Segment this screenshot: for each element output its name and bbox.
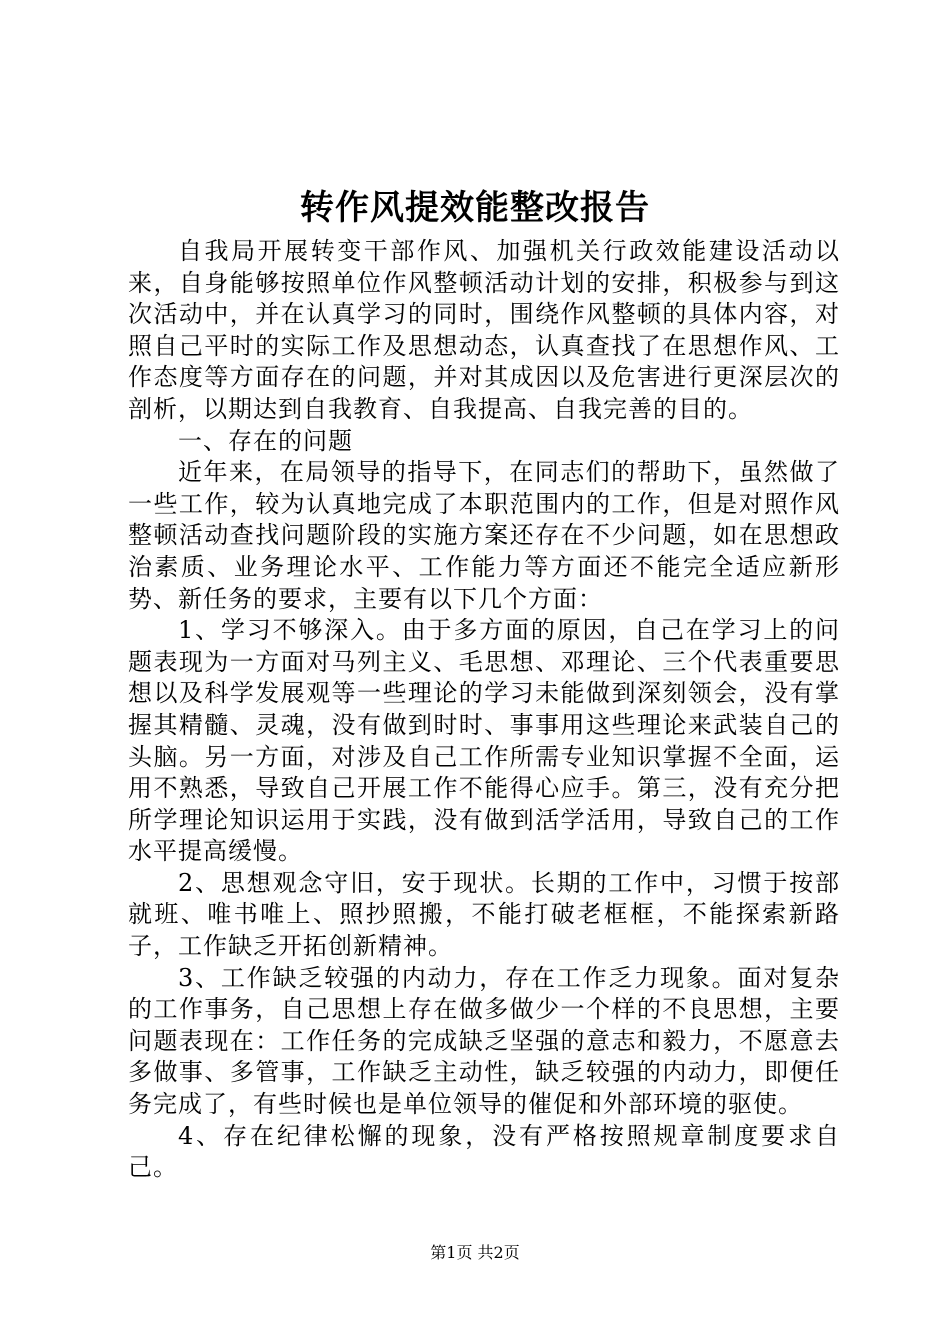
- section-heading: 一、存在的问题: [178, 426, 353, 455]
- document-title: 转作风提效能整改报告: [300, 188, 650, 228]
- problem-item-4: 4、存在纪律松懈的现象，没有严格按照规章制度要求自己。: [128, 1121, 840, 1182]
- problem-item-1: 1、学习不够深入。由于多方面的原因，自己在学习上的问题表现为一方面对马列主义、毛思想、邓理论、三个代表重要思想以及科学发展观等一些理论的学习未能做到深刻领会，没有掌握其精髓、灵魂，没有做到时时、事事用这些理论来武装自己的头脑。另一方面，对涉及自己工作所需专业知识掌握不全面，运用不熟悉，导致自己开展工作不能得心应手。第三，没有充分把所学理论知识运用于实践，没有做到活学活用，导致自己的工作水平提高缓慢。: [128, 616, 840, 866]
- document-body: [128, 236, 840, 1184]
- problem-item-2: 2、思想观念守旧，安于现状。长期的工作中，习惯于按部就班、唯书唯上、照抄照搬，不能打破老框框，不能探索新路子，工作缺乏开拓创新精神。: [128, 868, 840, 961]
- intro-paragraph: 自我局开展转变干部作风、加强机关行政效能建设活动以来，自身能够按照单位作风整顿活动计划的安排，积极参与到这次活动中，并在认真学习的同时，围绕作风整顿的具体内容，对照自己平时的实际工作及思想动态，认真查找了在思想作风、工作态度等方面存在的问题，并对其成因以及危害进行更深层次的剖析，以期达到自我教育、自我提高、自我完善的目的。: [128, 237, 840, 423]
- overview-paragraph: 近年来，在局领导的指导下，在同志们的帮助下，虽然做了一些工作，较为认真地完成了本职范围内的工作，但是对照作风整顿活动查找问题阶段的实施方案还存在不少问题，如在思想政治素质、业务理论水平、工作能力等方面还不能完全适应新形势、新任务的要求，主要有以下几个方面：: [128, 458, 840, 613]
- page-number-footer: 第1页 共2页: [430, 1243, 520, 1262]
- problem-item-3: 3、工作缺乏较强的内动力，存在工作乏力现象。面对复杂的工作事务，自己思想上存在做多做少一个样的不良思想，主要问题表现在：工作任务的完成缺乏坚强的意志和毅力，不愿意去多做事、多管事，工作缺乏主动性，缺乏较强的内动力，即便任务完成了，有些时候也是单位领导的催促和外部环境的驱使。: [128, 963, 840, 1119]
